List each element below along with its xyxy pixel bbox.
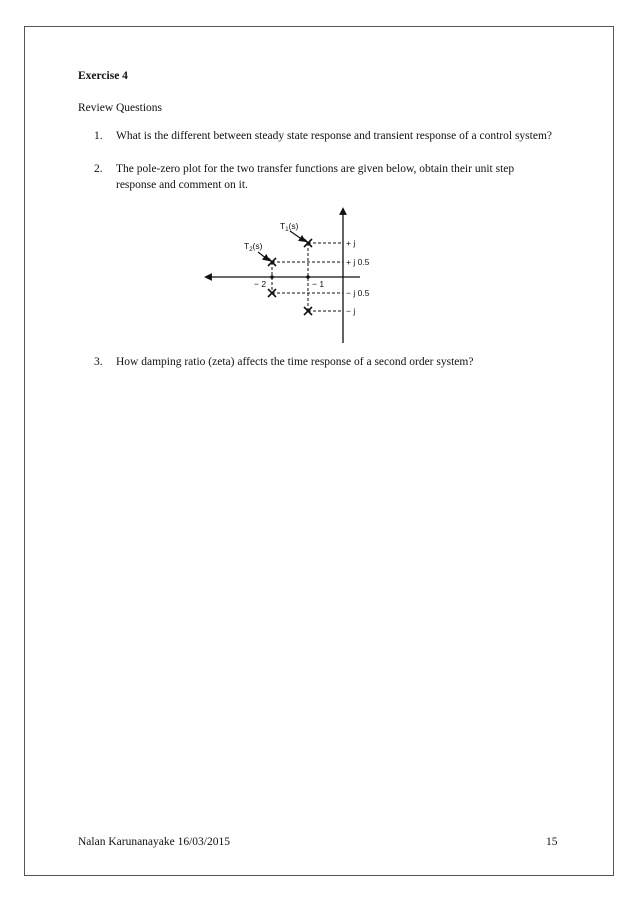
question-number: 2. bbox=[94, 163, 103, 175]
real-tick-label: − 1 bbox=[312, 279, 325, 289]
imag-tick-label: + j 0.5 bbox=[346, 257, 370, 267]
imag-tick-label: − j bbox=[346, 306, 356, 316]
question-text: How damping ratio (zeta) affects the time response of a second order system? bbox=[116, 356, 474, 368]
section-title: Review Questions bbox=[78, 102, 163, 114]
question-item bbox=[94, 161, 554, 193]
question-item bbox=[94, 354, 554, 370]
question-text: The pole-zero plot for the two transfer functions are given below, obtain their unit step response and comment on it. bbox=[116, 163, 515, 191]
page-border bbox=[24, 26, 614, 876]
imag-tick-label: − j 0.5 bbox=[346, 288, 370, 298]
tick-minus-one bbox=[306, 275, 310, 279]
real-tick-label: − 2 bbox=[254, 279, 267, 289]
question-number: 3. bbox=[94, 356, 103, 368]
t1-label: $T_1(s)$ bbox=[280, 221, 299, 233]
t2-label: $T_2(s)$ bbox=[244, 241, 263, 253]
question-item bbox=[94, 128, 554, 144]
question-number: 1. bbox=[94, 130, 103, 142]
question-text: What is the different between steady state response and transient response of a control system? bbox=[116, 130, 553, 142]
tick-minus-two bbox=[270, 275, 274, 279]
imag-tick-label: + j bbox=[346, 238, 356, 248]
page-number: 15 bbox=[546, 836, 558, 848]
t2-pointer bbox=[258, 252, 267, 259]
exercise-title: Exercise 4 bbox=[78, 70, 128, 82]
pole-zero-plot bbox=[200, 205, 375, 345]
t1-pointer bbox=[290, 231, 303, 240]
footer-author-date: Nalan Karunanayake 16/03/2015 bbox=[78, 836, 231, 848]
